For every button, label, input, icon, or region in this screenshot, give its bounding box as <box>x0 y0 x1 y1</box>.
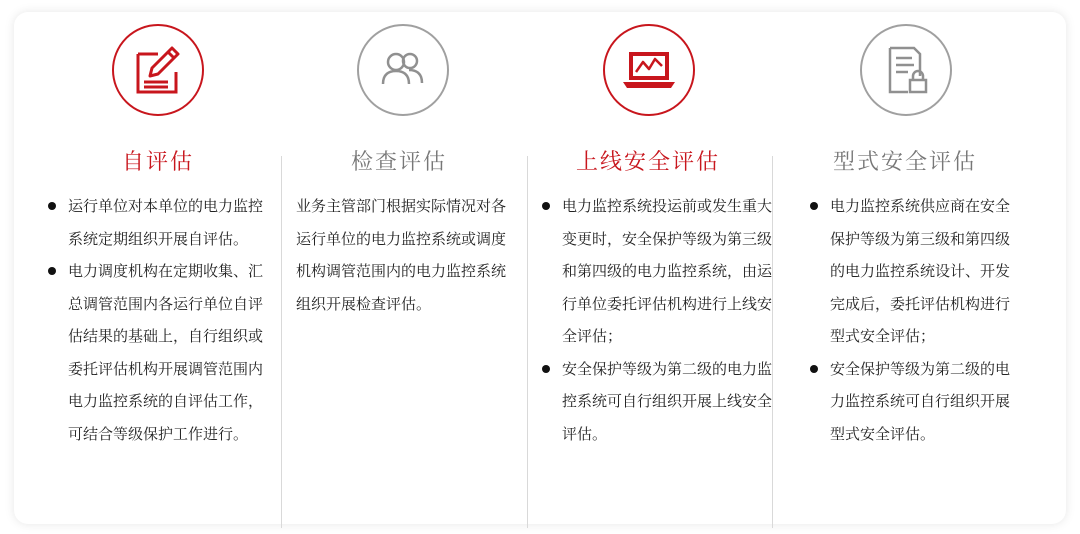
column-title: 上线安全评估 <box>576 150 721 175</box>
column-divider <box>772 156 773 528</box>
document-edit-icon <box>112 24 204 116</box>
document-lock-icon <box>860 24 952 116</box>
column-title: 检查评估 <box>351 150 448 175</box>
bullet-list <box>540 190 772 450</box>
list-item: 电力监控系统供应商在安全保护等级为第三级和第四级的电力监控系统设计、开发完成后，委托评估机构进行型式安全评估； <box>808 190 1022 353</box>
column-divider <box>527 156 528 528</box>
users-icon <box>357 24 449 116</box>
column-title: 型式安全评估 <box>833 150 978 175</box>
list-item: 电力监控系统投运前或发生重大变更时，安全保护等级为第三级和第四级的电力监控系统，由运行单位委托评估机构进行上线安全评估； <box>540 190 772 353</box>
list-item: 运行单位对本单位的电力监控系统定期组织开展自评估。 <box>46 190 276 255</box>
column-title: 自评估 <box>122 150 195 175</box>
bullet-list <box>46 190 276 450</box>
column-divider <box>281 156 282 528</box>
column-paragraph: 业务主管部门根据实际情况对各运行单位的电力监控系统或调度机构调管范围内的电力监控系统组织开展检查评估。 <box>296 197 507 313</box>
list-item: 电力调度机构在定期收集、汇总调管范围内各运行单位自评估结果的基础上，自行组织或委托评估机构开展调管范围内电力监控系统的自评估工作，可结合等级保护工作进行。 <box>46 255 276 450</box>
laptop-chart-icon <box>603 24 695 116</box>
list-item: 安全保护等级为第二级的电力监控系统可自行组织开展型式安全评估。 <box>808 353 1022 451</box>
list-item: 安全保护等级为第二级的电力监控系统可自行组织开展上线安全评估。 <box>540 353 772 451</box>
bullet-list <box>808 190 1022 450</box>
